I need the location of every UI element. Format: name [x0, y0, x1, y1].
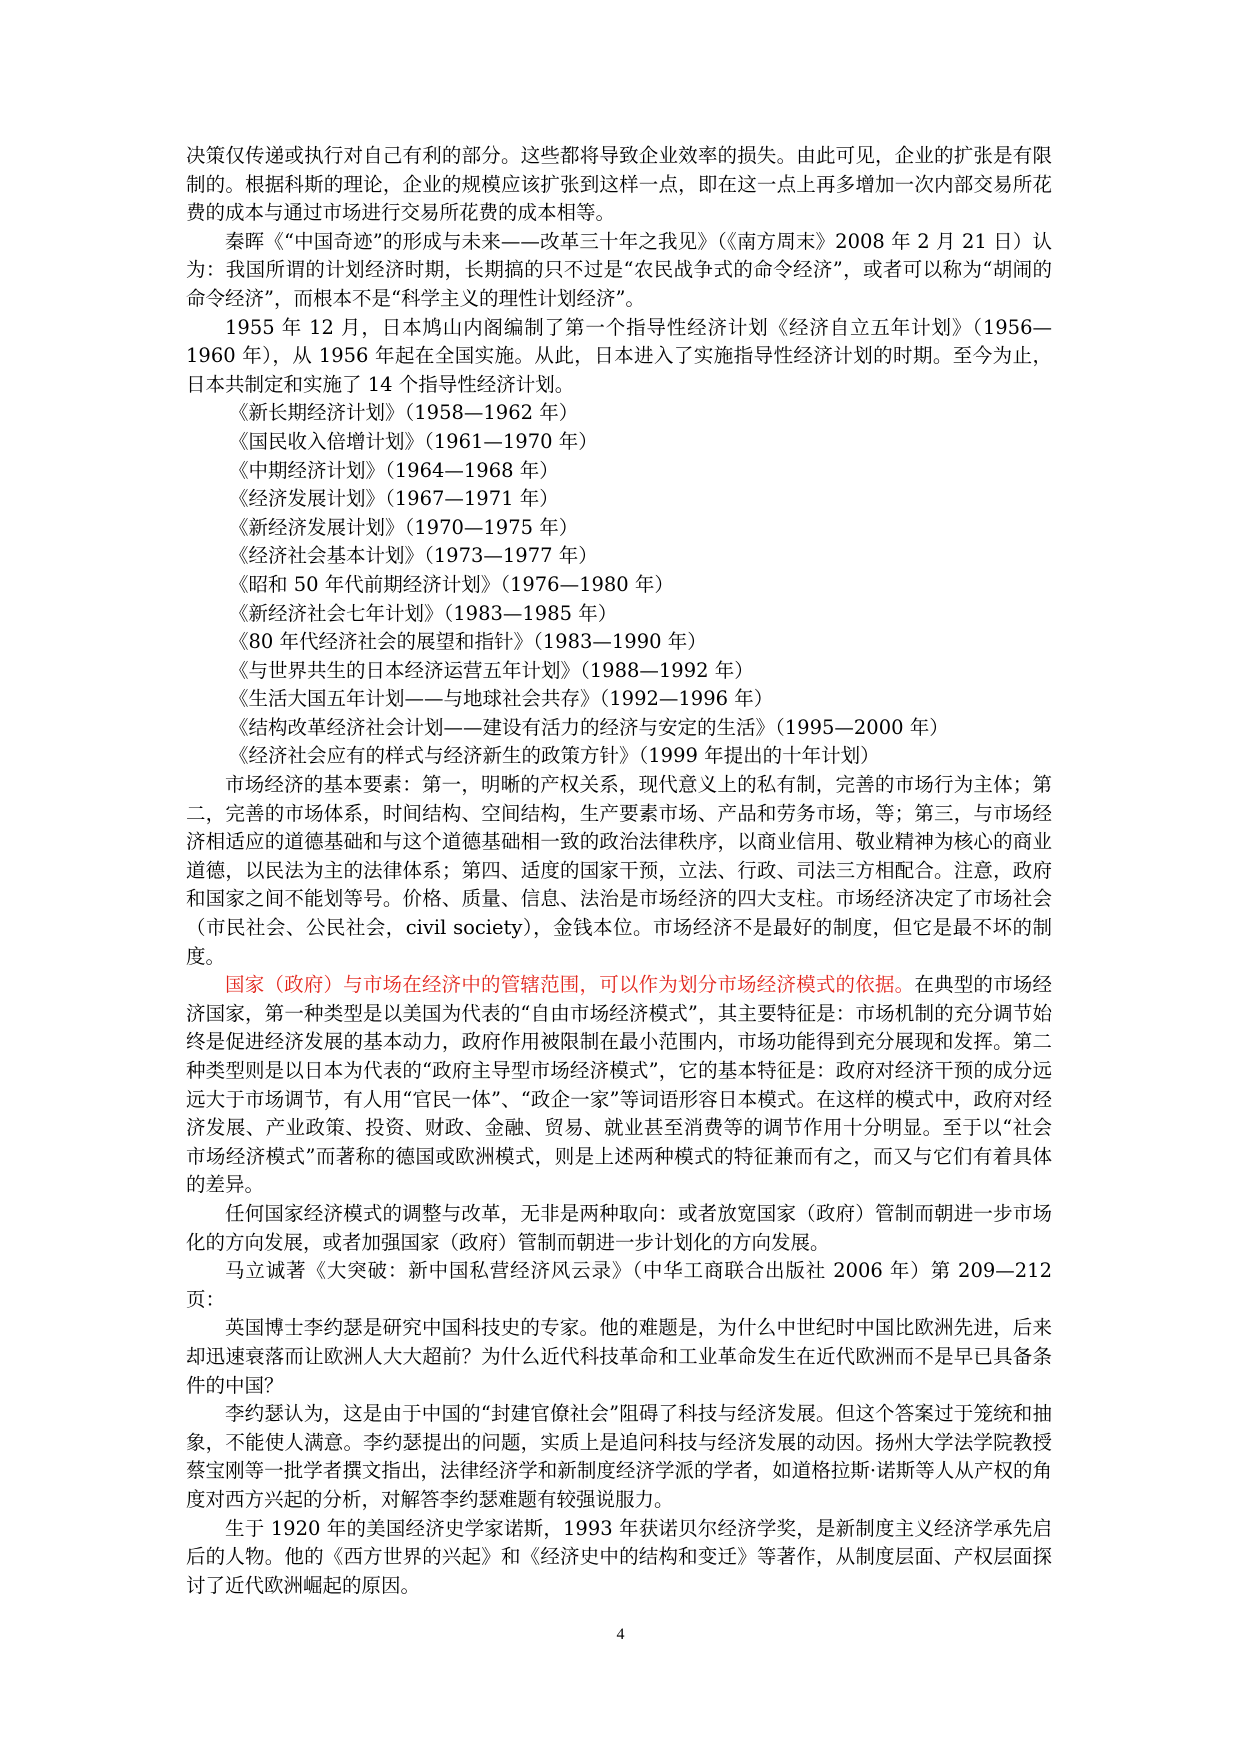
paragraph-market-elements: 市场经济的基本要素：第一，明晰的产权关系，现代意义上的私有制，完善的市场行为主体；第二，完善的市场体系，时间结构、空间结构，生产要素市场、产品和劳务市场，等；第三，与市场经济相适应的道德基础和与这个道德基础相一致的政治法律秩序，以商业信用、敬业精神为核心的商业道德，以民法为主的法律体系；第四、适度的国家干预，立法、行政、司法三方相配合。注意，政府和国家之间不能划等号。价格、质量、信息、法治是市场经济的四大支柱。市场经济决定了市场社会（市民社会、公民社会，civil society），金钱本位。市场经济不是最好的制度，但它是最不坏的制度。 [186, 773, 1052, 968]
red-highlight-sentence: 国家（政府）与市场在经济中的管辖范围，可以作为划分市场经济模式的依据。 [225, 973, 915, 997]
paragraph-north: 生于 1920 年的美国经济史学家诺斯，1993 年获诺贝尔经济学奖，是新制度主义经济学承先启后的人物。他的《西方世界的兴起》和《经济史中的结构和变迁》等著作，从制度层面、产权层面探讨了近代欧洲崛起的原因。 [186, 1516, 1052, 1597]
plan-item: 《国民收入倍增计划》（1961—1970 年） [229, 429, 598, 453]
plan-item: 《新经济发展计划》（1970—1975 年） [229, 515, 579, 539]
paragraph-market-models [186, 971, 1052, 1200]
plan-item: 《经济发展计划》（1967—1971 年） [229, 487, 559, 511]
plan-item: 《80 年代经济社会的展望和指针》（1983—1990 年） [229, 630, 707, 654]
plan-item: 《经济社会基本计划》（1973—1977 年） [229, 544, 598, 568]
japan-plan-list [186, 399, 1052, 771]
plan-item: 《结构改革经济社会计划——建设有活力的经济与安定的生活》（1995—2000 年） [229, 715, 949, 739]
plan-item: 《中期经济计划》（1964—1968 年） [229, 458, 559, 482]
plan-item: 《昭和 50 年代前期经济计划》（1976—1980 年） [229, 572, 674, 596]
page-number: 4 [616, 1626, 625, 1643]
paragraph-needham-answer: 李约瑟认为，这是由于中国的“封建官僚社会”阻碍了科技与经济发展。但这个答案过于笼统和抽象，不能使人满意。李约瑟提出的问题，实质上是追问科技与经济发展的动因。扬州大学法学院教授蔡宝刚等一批学者撰文指出，法律经济学和新制度经济学派的学者，如道格拉斯·诺斯等人从产权的角度对西方兴起的分析，对解答李约瑟难题有较强说服力。 [186, 1402, 1052, 1511]
plan-item: 《经济社会应有的样式与经济新生的政策方针》（1999 年提出的十年计划） [229, 744, 880, 768]
paragraph-ma-licheng-citation: 马立诚著《大突破：新中国私营经济风云录》（中华工商联合出版社 2006 年）第 209—212 页： [186, 1259, 1052, 1311]
paragraph-japan-plans-intro: 1955 年 12 月，日本鸠山内阁编制了第一个指导性经济计划《经济自立五年计划》（1956—1960 年），从 1956 年起在全国实施。从此，日本进入了实施指导性经济计划的时期。至今为止，日本共制定和实施了 14 个指导性经济计划。 [186, 315, 1052, 396]
page-body [186, 142, 1052, 1600]
paragraph-enterprise-limits: 决策仅传递或执行对自己有利的部分。这些都将导致企业效率的损失。由此可见，企业的扩张是有限制的。根据科斯的理论，企业的规模应该扩张到这样一点，即在这一点上再多增加一次内部交易所花费的成本与通过市场进行交易所花费的成本相等。 [186, 144, 1052, 225]
plan-item: 《与世界共生的日本经济运营五年计划》（1988—1992 年） [229, 658, 754, 682]
paragraph-qin-hui: 秦晖《“中国奇迹”的形成与未来——改革三十年之我见》（《南方周末》2008 年 2 月 21 日）认为：我国所谓的计划经济时期，长期搞的只不过是“农民战争式的命令经济”，或者可以称为“胡闹的命令经济”，而根本不是“科学主义的理性计划经济”。 [186, 229, 1052, 310]
plan-item: 《新经济社会七年计划》（1983—1985 年） [229, 601, 618, 625]
plan-item: 《新长期经济计划》（1958—1962 年） [229, 401, 579, 425]
plan-item: 《生活大国五年计划——与地球社会共存》（1992—1996 年） [229, 687, 774, 711]
paragraph-needham-question: 英国博士李约瑟是研究中国科技史的专家。他的难题是，为什么中世纪时中国比欧洲先进，后来却迅速衰落而让欧洲人大大超前？为什么近代科技革命和工业革命发生在近代欧洲而不是早已具备条件的中国？ [186, 1316, 1052, 1397]
market-models-text: 在典型的市场经济国家，第一种类型是以美国为代表的“自由市场经济模式”，其主要特征是：市场机制的充分调节始终是促进经济发展的基本动力，政府作用被限制在最小范围内，市场功能得到充分展现和发挥。第二种类型则是以日本为代表的“政府主导型市场经济模式”，它的基本特征是：政府对经济干预的成分远远大于市场调节，有人用“官民一体”、“政企一家”等词语形容日本模式。在这样的模式中，政府对经济发展、产业政策、投资、财政、金融、贸易、就业甚至消费等的调节作用十分明显。至于以“社会市场经济模式”而著称的德国或欧洲模式，则是上述两种模式的特征兼而有之，而又与它们有着具体的差异。 [186, 973, 1052, 1197]
paragraph-reform-directions: 任何国家经济模式的调整与改革，无非是两种取向：或者放宽国家（政府）管制而朝进一步市场化的方向发展，或者加强国家（政府）管制而朝进一步计划化的方向发展。 [186, 1201, 1052, 1254]
